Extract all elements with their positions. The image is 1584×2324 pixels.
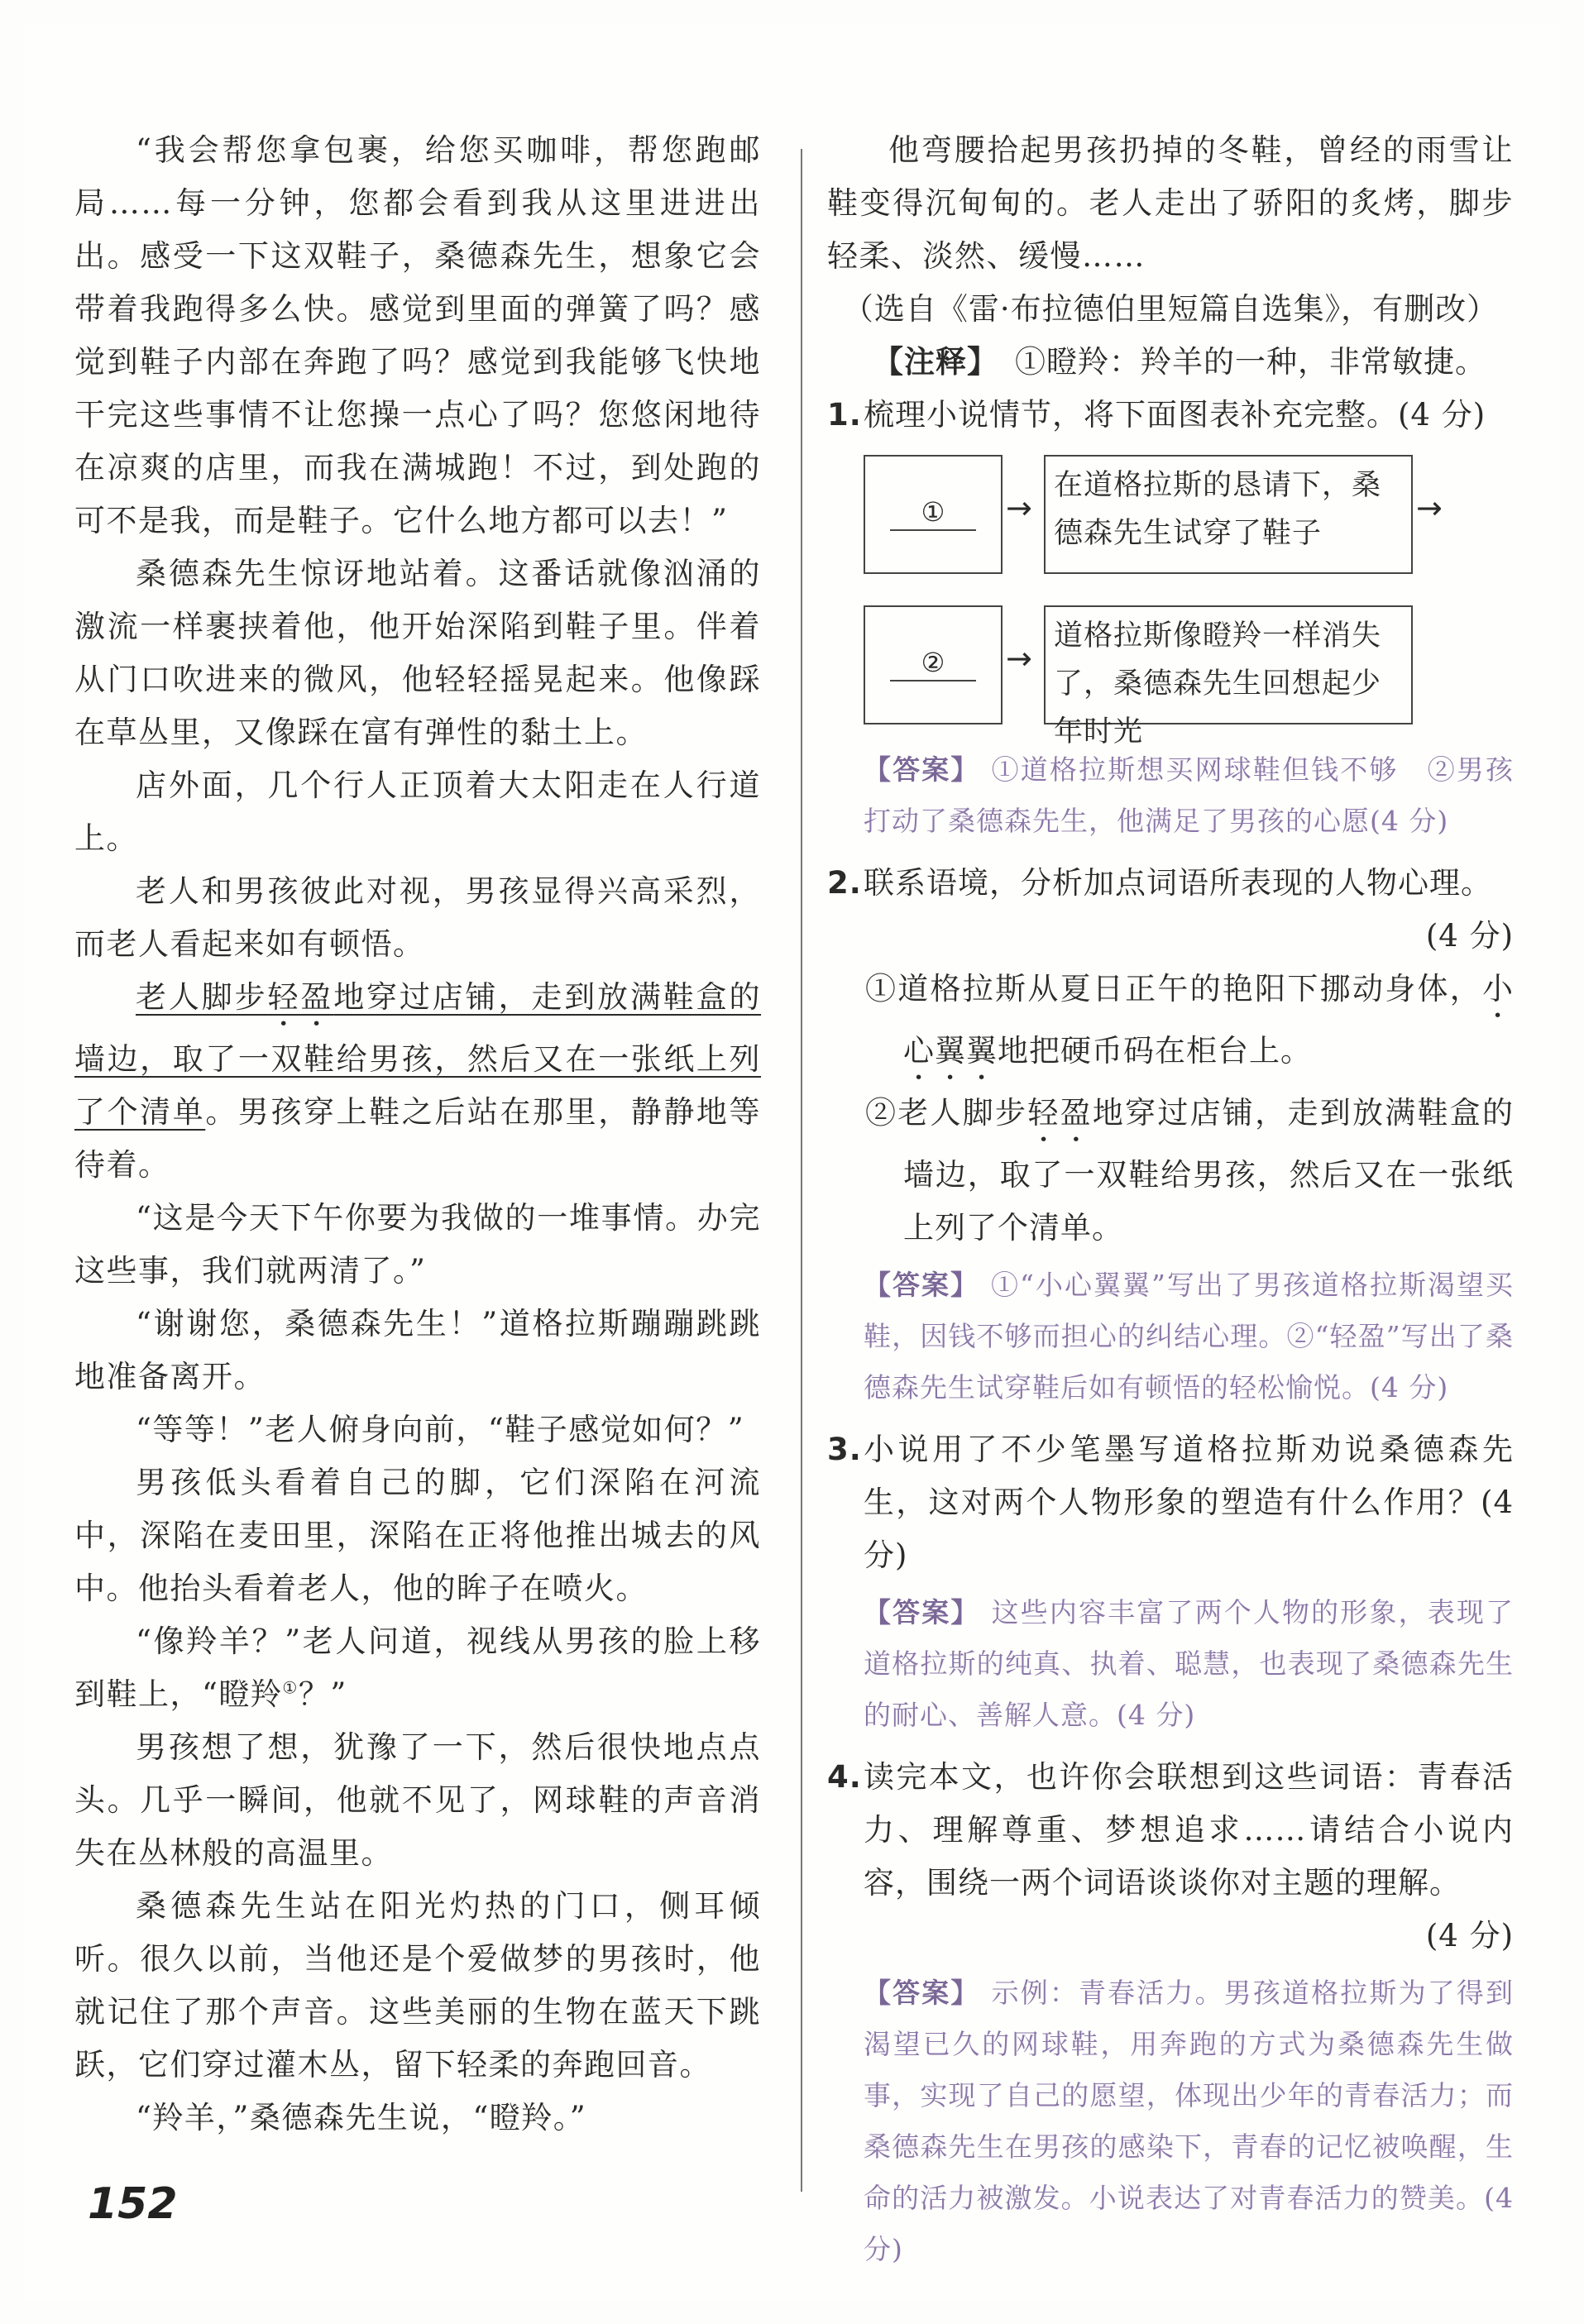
sub-question (827, 1087, 1514, 1255)
dotted-word: 轻盈 (1027, 1095, 1093, 1131)
question-3 (827, 1423, 1514, 1582)
answer-text: ①道格拉斯想买网球鞋但钱不够 ②男孩打动了桑德森先生，他满足了男孩的心愿(4 分) (864, 753, 1515, 837)
story-paragraph: “这是今天下午你要为我做的一堆事情。办完这些事，我们就两清了。” (74, 1200, 761, 1289)
underlined-text: 老人脚步 (136, 979, 268, 1015)
annotation (827, 336, 1514, 389)
answer-tag: 【答案】 (864, 1977, 980, 2009)
question-number: 2. (827, 865, 862, 901)
arrow-icon: → (1416, 490, 1443, 526)
sub-question-text: ②老人脚步 (865, 1095, 1028, 1131)
story-paragraph: 男孩想了想，犹豫了一下，然后很快地点点头。几乎一瞬间，他就不见了，网球鞋的声音消失在丛林般的高温里。 (74, 1729, 761, 1871)
page-number: 152 (88, 2179, 178, 2229)
story-paragraph: 店外面，几个行人正顶着大太阳走在人行道上。 (74, 767, 761, 856)
dotted-word: 小心翼翼 (903, 971, 1514, 1069)
plot-box-text: 道格拉斯像瞪羚一样消失了，桑德森先生回想起少年时光 (1054, 619, 1382, 748)
question-text: 小说用了不少笔墨写道格拉斯劝说桑德森先生，这对两个人物形象的塑造有什么作用？(4 分) (864, 1432, 1514, 1573)
answer-tag: 【答案】 (864, 753, 980, 786)
story-paragraph: 桑德森先生站在阳光灼热的门口，侧耳倾听。很久以前，当他还是个爱做梦的男孩时，他就记住了那个声音。这些美丽的生物在蓝天下跳跃，它们穿过灌木丛，留下轻柔的奔跑回音。 (74, 1888, 761, 2083)
story-paragraph: “等等！”老人俯身向前，“鞋子感觉如何？” (136, 1412, 745, 1447)
source-citation: （选自《雷·布拉德伯里短篇自选集》，有删改） (842, 291, 1499, 327)
question-number: 3. (827, 1432, 862, 1467)
arrow-icon: → (1006, 640, 1032, 677)
arrow-icon: → (1006, 490, 1032, 526)
story-paragraph-underlined (74, 971, 761, 1192)
story-paragraph: 男孩低头看着自己的脚，它们深陷在河流中，深陷在麦田里，深陷在正将他推出城去的风中。他抬头看着老人，他的眸子在喷火。 (74, 1465, 761, 1606)
dotted-word: 轻盈 (267, 979, 334, 1015)
question-4 (827, 1751, 1514, 1910)
blank-number: ① (921, 496, 945, 528)
blank-line (890, 680, 976, 681)
answer-2 (827, 1260, 1514, 1413)
sub-question (827, 963, 1514, 1087)
question-text: 梳理小说情节，将下面图表补充完整。(4 分) (864, 397, 1486, 433)
plot-box-text: 在道格拉斯的恳请下，桑德森先生试穿了鞋子 (1054, 469, 1382, 550)
answer-tag: 【答案】 (864, 1269, 980, 1301)
answer-4 (827, 1968, 1514, 2275)
annotation-label: 【注释】 (873, 344, 998, 380)
answer-3 (827, 1587, 1514, 1741)
story-text: 。男孩穿上鞋之后站在那里，静静地等待着。 (74, 1094, 762, 1183)
story-text: ？” (298, 1676, 347, 1712)
question-number: 4. (827, 1759, 862, 1795)
answer-tag: 【答案】 (864, 1596, 980, 1628)
underlined-text: 地穿过店铺，走到放满鞋盒的墙边，取了一双鞋给男孩，然后又在一张纸上列了个清单 (74, 979, 762, 1130)
column-divider (801, 149, 802, 2192)
story-paragraph: “谢谢您，桑德森先生！”道格拉斯蹦蹦跳跳地准备离开。 (74, 1306, 761, 1394)
blank-box-1 (864, 455, 1003, 574)
blank-line (890, 529, 976, 531)
footnote-mark: ① (282, 1677, 299, 1698)
story-paragraph: “我会帮您拿包裹，给您买咖啡，帮您跑邮局……每一分钟，您都会看到我从这里进进出出。感受一下这双鞋子，桑德森先生，想象它会带着我跑得多么快。感觉到里面的弹簧了吗？感觉到鞋子内部在奔跑了吗？感觉到我能够飞快地干完这些事情不让您操一点心了吗？您悠闲地待在凉爽的店里，而我在满城跑！不过，到处跑的可不是我，而是鞋子。它什么地方都可以去！” (74, 132, 761, 538)
blank-box-2 (864, 605, 1003, 724)
answer-text: ①“小心翼翼”写出了男孩道格拉斯渴望买鞋，因钱不够而担心的纠结心理。②“轻盈”写出了桑德森先生试穿鞋后如有顿悟的轻松愉悦。(4 分) (864, 1269, 1514, 1403)
annotation-text: ①瞪羚：羚羊的一种，非常敏捷。 (1015, 344, 1486, 380)
question-score: (4 分) (1425, 1918, 1514, 1953)
story-paragraph: “羚羊，”桑德森先生说，“瞪羚。” (136, 2100, 587, 2135)
blank-number: ② (921, 647, 945, 678)
sub-question-text: ①道格拉斯从夏日正午的艳阳下挪动身体， (865, 971, 1482, 1007)
sub-question-text: 地把硬币码在柜台上。 (998, 1033, 1312, 1069)
question-score: (4 分) (1425, 918, 1514, 954)
story-text: “像羚羊？”老人问道，视线从男孩的脸上移到鞋上，“瞪羚 (74, 1623, 761, 1712)
question-text: 联系语境，分析加点词语所表现的人物心理。 (864, 865, 1492, 901)
plot-diagram (827, 447, 1514, 748)
story-paragraph: 桑德森先生惊讶地站着。这番话就像汹涌的激流一样裹挟着他，他开始深陷到鞋子里。伴着从门口吹进来的微风，他轻轻摇晃起来。他像踩在草丛里，又像踩在富有弹性的黏土上。 (74, 556, 761, 750)
right-column (827, 124, 1514, 2285)
plot-box-1 (1044, 455, 1413, 574)
plot-box-2 (1044, 605, 1413, 748)
story-paragraph: 他弯腰拾起男孩扔掉的冬鞋，曾经的雨雪让鞋变得沉甸甸的。老人走出了骄阳的炙烤，脚步轻柔、淡然、缓慢…… (827, 132, 1514, 274)
story-paragraph-footnote (74, 1615, 761, 1721)
question-2 (827, 857, 1514, 910)
question-number: 1. (827, 397, 862, 433)
question-text: 读完本文，也许你会联想到这些词语：青春活力、理解尊重、梦想追求……请结合小说内容，围绕一两个词语谈谈你对主题的理解。 (864, 1759, 1514, 1901)
answer-text: 这些内容丰富了两个人物的形象，表现了道格拉斯的纯真、执着、聪慧，也表现了桑德森先生的耐心、善解人意。(4 分) (864, 1596, 1515, 1731)
sub-question-text: 地穿过店铺，走到放满鞋盒的墙边，取了一双鞋给男孩，然后又在一张纸上列了个清单。 (903, 1095, 1515, 1246)
answer-text: 示例：青春活力。男孩道格拉斯为了得到渴望已久的网球鞋，用奔跑的方式为桑德森先生做事，实现了自己的愿望，体现出少年的青春活力；而桑德森先生在男孩的感染下，青春的记忆被唤醒，生命的活力被激发。小说表达了对青春活力的赞美。(4 分) (864, 1977, 1515, 2265)
story-paragraph: 老人和男孩彼此对视，男孩显得兴高采烈，而老人看起来如有顿悟。 (74, 873, 761, 962)
question-1 (827, 389, 1514, 442)
left-column (74, 124, 761, 2145)
